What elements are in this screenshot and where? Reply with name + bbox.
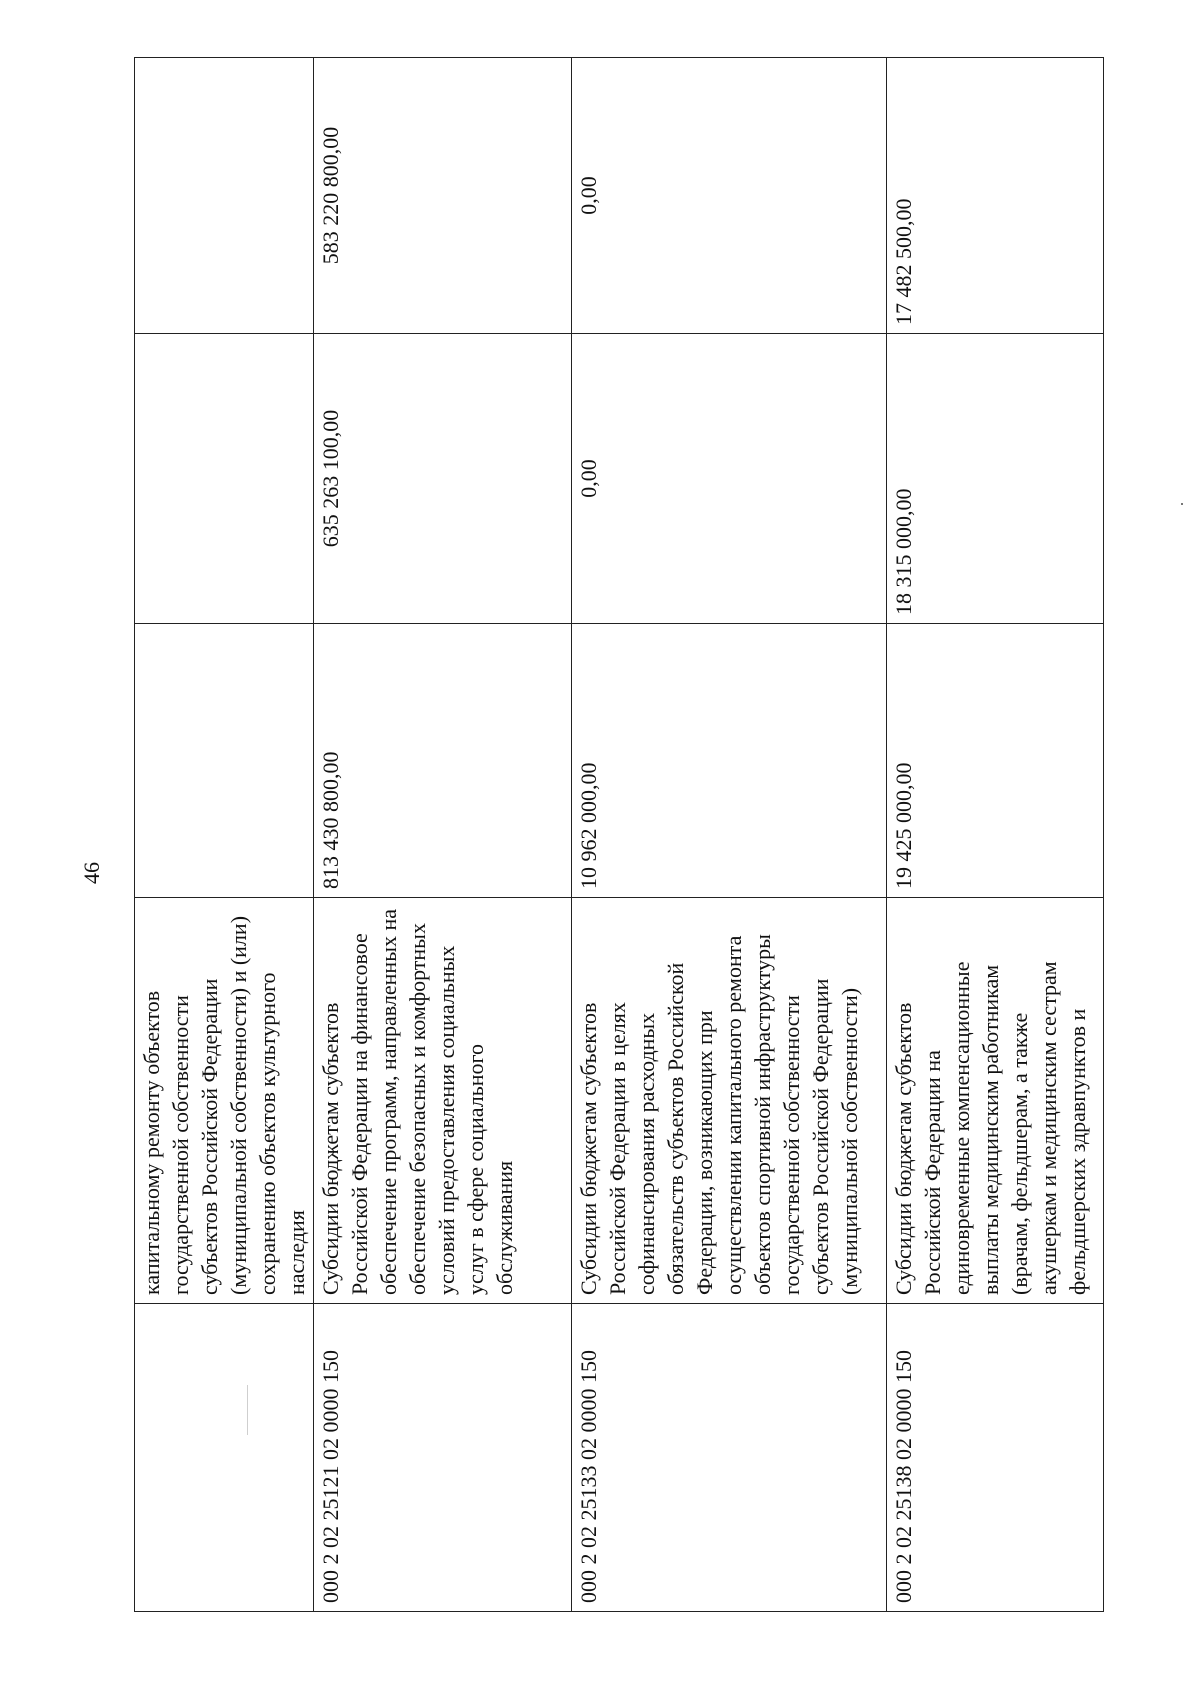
value-cell-2: 635 263 100,00: [314, 334, 572, 624]
table-row: [314, 58, 572, 1612]
budget-table: [134, 57, 1104, 1612]
name-cell: Субсидии бюджетам субъектов Российской Федерации на финансовое обеспечение программ, направленных на обеспечение безопасных и комфортных условий предоставления социальных услуг в сфере социального обслуживания: [314, 898, 572, 1304]
code-cell: [135, 1304, 314, 1612]
value-cell-3: [135, 58, 314, 334]
value-cell-2: 0,00: [572, 334, 887, 624]
value-cell-1: [135, 624, 314, 898]
budget-table-rotated: [134, 58, 1090, 1612]
scan-artifact-line: [247, 1385, 248, 1435]
table-row: [135, 58, 314, 1612]
value-cell-1: 813 430 800,00: [314, 624, 572, 898]
value-cell-1: 10 962 000,00: [572, 624, 887, 898]
value-cell-3: 0,00: [572, 58, 887, 334]
table-row: [572, 58, 887, 1612]
code-cell: 000 2 02 25133 02 0000 150: [572, 1304, 887, 1612]
value-cell-1: 19 425 000,00: [887, 624, 1104, 898]
code-cell: 000 2 02 25121 02 0000 150: [314, 1304, 572, 1612]
code-cell: 000 2 02 25138 02 0000 150: [887, 1304, 1104, 1612]
name-cell: Субсидии бюджетам субъектов Российской Федерации на единовременные компенсационные выплаты медицинским работникам (врачам, фельдшерам, а также акушеркам и медицинским сестрам фельдшерских здравпунктов и: [887, 898, 1104, 1304]
page-number: 46: [79, 862, 104, 884]
value-cell-3: 583 220 800,00: [314, 58, 572, 334]
value-cell-2: 18 315 000,00: [887, 334, 1104, 624]
value-cell-2: [135, 334, 314, 624]
value-cell-3: 17 482 500,00: [887, 58, 1104, 334]
name-cell: Субсидии бюджетам субъектов Российской Федерации в целях софинансирования расходных обязательств субъектов Российской Федерации, возникающих при осуществлении капитального ремонта объектов спортивной инфраструктуры государственной собственности субъектов Российской Федерации (муниципальной собственности): [572, 898, 887, 1304]
table-row: [887, 58, 1104, 1612]
name-cell: капитальному ремонту объектов государственной собственности субъектов Российской Федерации (муниципальной собственности) и (или) сохранению объектов культурного наследия: [135, 898, 314, 1304]
scan-speck: [1181, 503, 1183, 505]
